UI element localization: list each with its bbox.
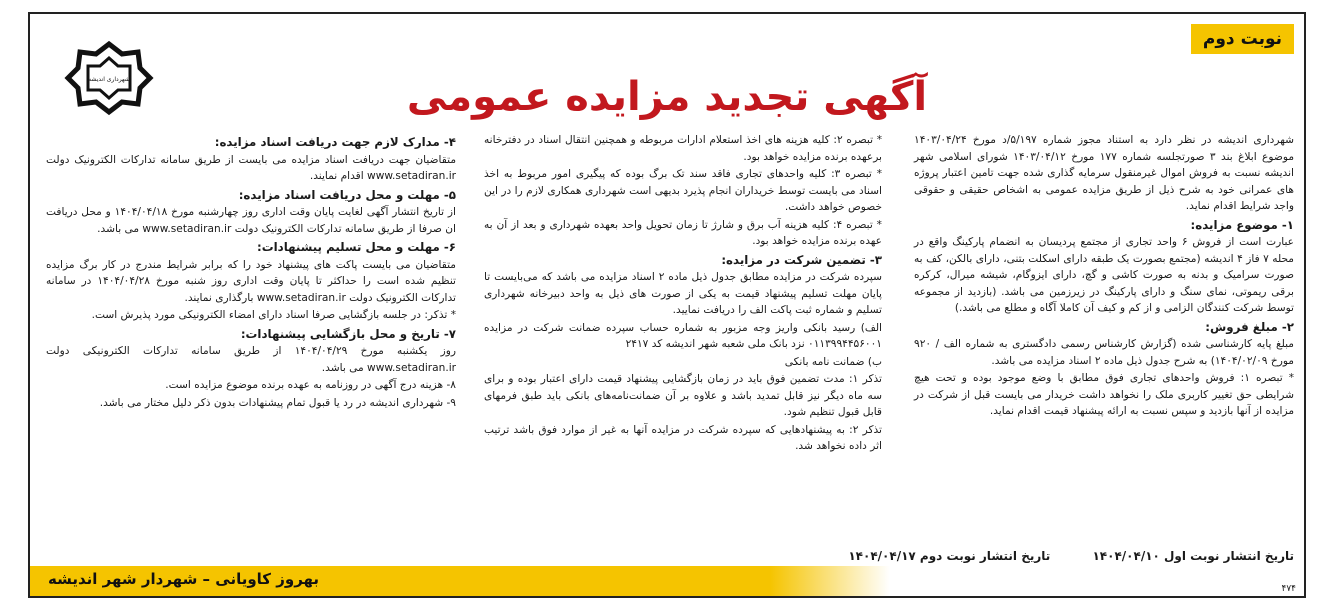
section-5-heading: ۵- مهلت و محل دریافت اسناد مزایده:	[238, 187, 456, 202]
section-2-heading: ۲- مبلغ فروش:	[1205, 319, 1294, 334]
mayor-signature: بهروز کاویانی – شهردار شهر اندیشه	[48, 570, 320, 588]
publication-date-second: تاریخ انتشار نوبت دوم ۱۴۰۴/۰۴/۱۷	[848, 549, 1051, 563]
note-4: * تبصره ۴: کلیه هزینه آب برق و شارژ تا زمان تحویل واحد بعهده شهرداری و بعد از آن به عهده برنده مزایده خواهد بود.	[484, 218, 882, 247]
section-4-text: متقاضیان جهت دریافت اسناد مزایده می بایست از طریق سامانه تدارکات الکترونیک دولت www.setadiran.ir اقدام نمایند.	[46, 153, 456, 182]
round-badge: نوبت دوم	[1191, 24, 1294, 54]
section-6-text: متقاضیان می بایست پاکت های پیشنهاد خود را که برابر شرایط مندرج در کار برگ مزایده تنظیم شده است را حداکثر تا پایان وقت اداری روز شنبه مورخ ۱۴۰۴/۰۴/۲۸ در سامانه تدارکات الکترونیک دولت www.setadiran.ir بارگذاری نمایند.	[46, 258, 457, 304]
section-3-option-b: ب) ضمانت نامه بانکی	[784, 355, 882, 368]
section-6-note: * تذکر: در جلسه بازگشایی صرفا اسناد دارای امضاء الکترونیکی مورد پذیرش است.	[91, 309, 456, 321]
note-1: * تبصره ۱: فروش واحدهای تجاری فوق مطابق با وضع موجود بوده و تحت هیچ شرایطی حق تغییر کاربری ملک را نخواهد داشت خریدار می بایست قبل از شرکت در مزایده از آنها بازدید و سپس نسبت به ارائه پیشنهاد قیمت اقدام نماید.	[914, 372, 1294, 417]
ad-frame	[28, 12, 1306, 598]
column-right	[914, 132, 1294, 421]
column-left	[46, 132, 456, 412]
section-6-heading: ۶- مهلت و محل تسلیم پیشنهادات:	[257, 240, 456, 254]
municipality-logo	[64, 40, 154, 116]
remark-2: تذکر ۲: به پیشنهادهایی که سپرده شرکت در مزایده آنها به غیر از موارد فوق باشد ترتیب اثر داده نخواهد شد.	[484, 423, 883, 452]
logo-text: شهرداری اندیشه	[88, 76, 130, 83]
section-8: ۸- هزینه درج آگهی در روزنامه به عهده برنده موضوع مزایده است.	[165, 379, 456, 391]
signature-band	[30, 566, 770, 596]
note-2: * تبصره ۲: کلیه هزینه های اخذ استعلام ادارات مربوطه و همچنین انتقال اسناد در دفترخانه برعهده برنده مزایده خواهد بود.	[484, 134, 882, 163]
section-4-heading: ۴- مدارک لازم جهت دریافت اسناد مزایده:	[214, 135, 456, 149]
publication-date-first: تاریخ انتشار نوبت اول ۱۴۰۴/۰۴/۱۰	[1092, 549, 1294, 563]
signature-band-fade	[770, 566, 890, 596]
section-3-text: سپرده شرکت در مزایده مطابق جدول ذیل ماده ۲ اسناد مزایده می باشد که می‌بایست تا پایان مهلت تسلیم پیشنهاد قیمت به یکی از صورت های ذیل به واحد دبیرخانه شهرداری تسلیم و شماره ثبت پاکت الف را دریافت نمایید.	[484, 271, 883, 316]
section-1-heading: ۱- موضوع مزایده:	[1190, 217, 1294, 232]
section-9: ۹- شهرداری اندیشه در رد یا قبول تمام پیشنهادات بدون ذکر دلیل مختار می باشد.	[99, 396, 456, 409]
page-number: ۴۷۴	[1281, 584, 1296, 594]
intro-paragraph: شهرداری اندیشه در نظر دارد به استناد مجوز شماره ۵/۱۹۷/د مورخ ۱۴۰۳/۰۴/۲۴ موضوع ابلاغ بند ۳ صورتجلسه شماره ۱۷۷ مورخ ۱۴۰۳/۰۴/۱۲ شورای اسلامی شهر اندیشه نسبت به فروش اموال غیرمنقول سرمایه گذاری شده جهت تامین اعتبار پروژه های عمرانی خود به شرح ذیل از طریق مزایده عمومی به اشخاص حقیقی و حقوقی واجد شرایط اقدام نماید.	[914, 134, 1294, 212]
section-7-heading: ۷- تاریخ و محل بازگشایی پیشنهادات:	[240, 326, 456, 341]
section-2-text: مبلغ پایه کارشناسی شده (گزارش کارشناس رسمی دادگستری به شماره الف / ۹۲۰ مورخ ۱۴۰۴/۰۲/۰۹) به شرح جدول ذیل ماده ۲ اسناد مزایده می باشد.	[914, 338, 1294, 367]
section-1-text: عبارت است از فروش ۶ واحد تجاری از مجتمع پردیسان به انضمام پارکینگ واقع در محله ۷ فاز ۴ اندیشه (مجتمع بصورت یک طبقه دارای اسکلت بتنی، دارای بالکن، کف به صورت سرامیک و بدنه به صورت کاشی و گچ، دارای ایزوگام، شیشه میرال، کرکره برقی ریموتی، نمای سنگ و دارای پارکینگ در زیرزمین می باشد. (بازدید از مجموعه توسط شرکت کنندگان الزامی و از کم و کیف آن کاملا آگاه و مطلع می باشد.)	[914, 236, 1294, 314]
ad-title: آگهی تجدید مزایده عمومی	[406, 74, 928, 120]
section-7-text: روز یکشنبه مورخ ۱۴۰۴/۰۴/۲۹ از طریق سامانه تدارکات الکترونیکی دولت www.setadiran.ir می باشد.	[46, 345, 456, 374]
section-3-heading: ۳- تضمین شرکت در مزایده:	[721, 252, 882, 267]
publication-dates	[734, 549, 1294, 563]
remark-1: تذکر ۱: مدت تضمین فوق باید در زمان بازگشایی پیشنهاد قیمت دارای اعتبار بوده و برای سه ماه دیگر نیز قابل تمدید باشد و علاوه بر آن ضمانت‌نامه‌های بانکی باید طبق فرمهای قابل قبول تنظیم شود.	[484, 373, 882, 418]
note-3: * تبصره ۳: کلیه واحدهای تجاری فاقد سند تک برگ بوده که پیگیری امور مربوط به اخذ اسناد می بایست توسط خریداران انجام پذیرد بدیهی است شهرداری همکاری لازم را در این خصوص خواهد داشت.	[484, 168, 882, 213]
municipality-emblem-icon	[64, 40, 154, 116]
section-5-text: از تاریخ انتشار آگهی لغایت پایان وقت اداری روز چهارشنبه مورخ ۱۴۰۴/۰۴/۱۸ و محل دریافت ان صرفا از طریق سامانه تدارکات الکترونیک دولت www.setadiran.ir می باشد.	[46, 206, 456, 235]
section-3-option-a: الف) رسید بانکی واریز وجه مزبور به شماره حساب سپرده ضمانت شرکت در مزایده ۰۱۱۳۹۹۴۴۵۶۰۰۱ نزد بانک ملی شعبه شهر اندیشه کد ۲۴۱۷	[484, 321, 882, 350]
column-middle	[484, 132, 882, 456]
